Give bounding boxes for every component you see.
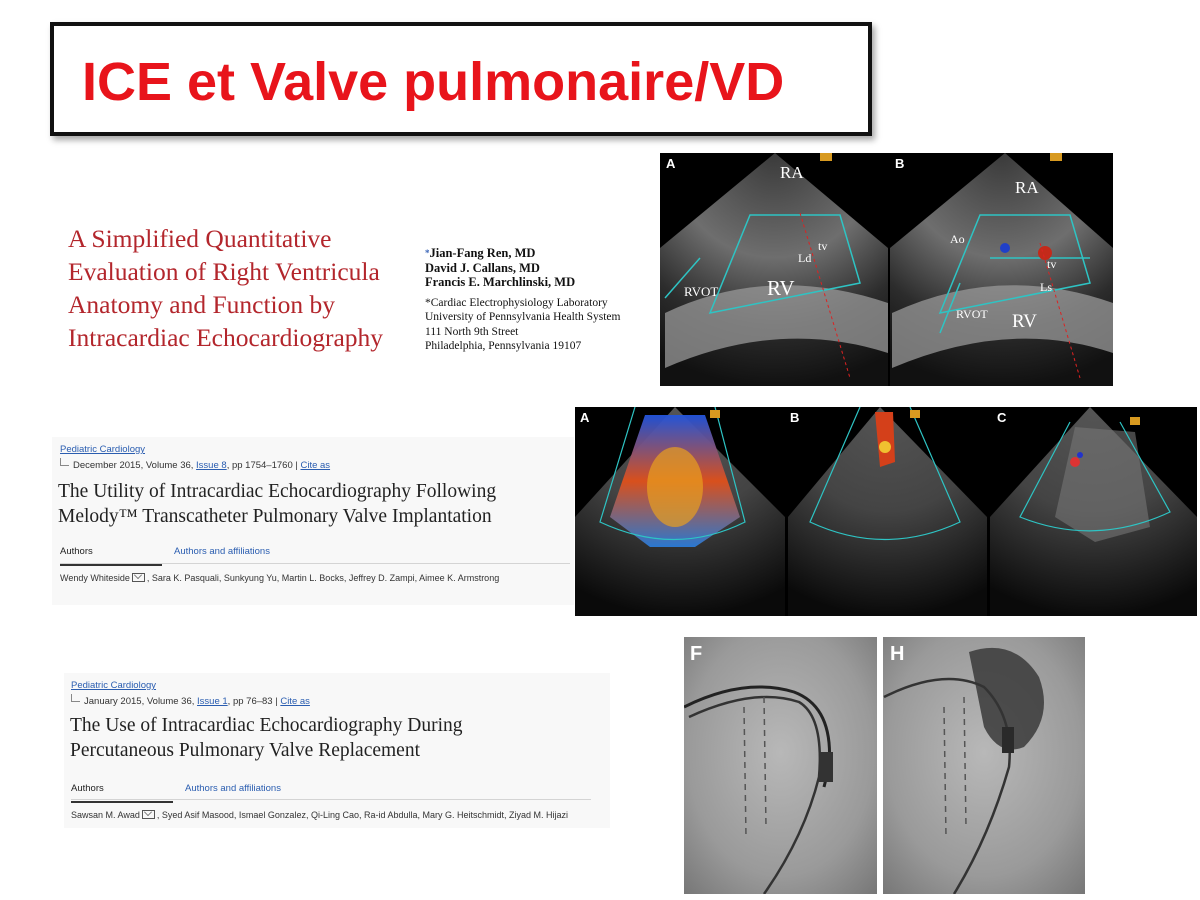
title-box <box>50 22 872 136</box>
panel-label-f: F <box>690 643 703 665</box>
authors-tab[interactable]: Authors <box>71 783 173 803</box>
issue-link[interactable]: Issue 8 <box>196 460 227 471</box>
paper2-meta <box>60 458 330 471</box>
email-icon[interactable] <box>142 810 155 819</box>
journal-link[interactable]: Pediatric Cardiology <box>60 444 146 455</box>
label-rvot: RVOT <box>956 307 988 321</box>
email-icon[interactable] <box>132 573 145 582</box>
affiliation-line: 111 North 9th Street <box>425 325 519 338</box>
cite-link[interactable]: Cite as <box>300 460 331 471</box>
label-ra: RA <box>1015 178 1039 197</box>
divider <box>71 799 591 800</box>
label-ls: Ls <box>1040 280 1052 294</box>
authors-tab[interactable]: Authors <box>60 546 162 566</box>
author-name: Jian-Fang Ren, MD <box>429 246 536 260</box>
paper1-author: Francis E. Marchlinski, MD <box>425 275 576 289</box>
paper1-title-line: Evaluation of Right Ventricula <box>68 257 380 286</box>
first-author[interactable]: Sawsan M. Awad <box>71 810 140 820</box>
panel-label-c: C <box>997 410 1007 425</box>
panel-label-h: H <box>890 643 905 665</box>
paper1-title-line: A Simplified Quantitative <box>68 224 332 253</box>
other-authors: , Syed Asif Masood, Ismael Gonzalez, Qi-Ling Cao, Ra-id Abdulla, Mary G. Heitschmidt, Ziyad M. Hijazi <box>156 810 569 820</box>
paper1-author: David J. Callans, MD <box>425 260 540 275</box>
paper3-meta <box>71 694 310 707</box>
first-author[interactable]: Wendy Whiteside <box>60 573 130 583</box>
affiliations-tab[interactable]: Authors and affiliations <box>185 783 281 794</box>
issue-link[interactable]: Issue 1 <box>197 696 228 707</box>
paper2-authors <box>60 573 499 583</box>
paper1-title <box>68 222 410 357</box>
paper1-affiliation <box>425 296 640 354</box>
slide-title: ICE et Valve pulmonaire/VD <box>82 52 785 112</box>
paper2-title <box>58 479 496 529</box>
affiliation-line: University of Pennsylvania Health System <box>425 311 621 323</box>
echo-image-1 <box>660 153 1113 386</box>
paper2-card <box>52 437 574 605</box>
echo-image-1-drawing <box>660 153 1113 386</box>
other-authors: , Sara K. Pasquali, Sunkyung Yu, Martin L. Bocks, Jeffrey D. Zampi, Aimee K. Armstrong <box>146 573 500 583</box>
echo-image-2 <box>575 407 1197 616</box>
paper3-title-line: The Use of Intracardiac Echocardiography During <box>70 715 463 736</box>
author-marker: * <box>425 248 430 258</box>
panel-label-b: B <box>895 156 905 171</box>
paper1-author <box>425 246 640 261</box>
paper2-title-line: The Utility of Intracardiac Echocardiography Following <box>58 481 497 502</box>
label-ld: Ld <box>798 251 812 265</box>
label-rv: RV <box>767 276 795 300</box>
panel-label-a: A <box>666 156 676 171</box>
panel-label-b: B <box>790 410 800 425</box>
label-rv: RV <box>1012 311 1037 332</box>
panel-label-a: A <box>580 410 590 425</box>
fluoro-image-drawing <box>684 637 1085 894</box>
echo-image-2-drawing <box>575 407 1197 616</box>
cite-link[interactable]: Cite as <box>280 696 310 707</box>
affiliations-tab[interactable]: Authors and affiliations <box>174 546 270 557</box>
label-ra: RA <box>780 163 804 182</box>
label-tv: tv <box>1047 257 1057 271</box>
journal-link[interactable]: Pediatric Cardiology <box>71 680 157 691</box>
corner-icon <box>71 694 80 702</box>
paper3-authors <box>71 810 568 820</box>
date-volume: December 2015, Volume 36, <box>73 460 194 471</box>
label-ao: Ao <box>950 232 965 246</box>
fluoro-image <box>684 637 1085 894</box>
pages: , pp 76–83 | <box>227 696 278 707</box>
paper1-authors <box>425 246 640 354</box>
paper2-title-line: Melody™ Transcatheter Pulmonary Valve Implantation <box>58 506 492 527</box>
affiliation-line: *Cardiac Electrophysiology Laboratory <box>425 296 608 309</box>
label-tv: tv <box>818 239 828 253</box>
affiliation-line: Philadelphia, Pennsylvania 19107 <box>425 340 582 352</box>
paper3-title <box>70 713 463 763</box>
paper3-card <box>64 673 610 828</box>
paper3-title-line: Percutaneous Pulmonary Valve Replacement <box>70 740 421 761</box>
paper1-title-line: Anatomy and Function by <box>68 290 336 319</box>
corner-icon <box>60 458 69 466</box>
label-rvot: RVOT <box>684 284 719 299</box>
pages: , pp 1754–1760 | <box>226 460 298 471</box>
date-volume: January 2015, Volume 36, <box>84 696 195 707</box>
divider <box>60 563 570 564</box>
paper1-title-line: Intracardiac Echocardiography <box>68 323 384 352</box>
paper3-tabs <box>71 783 281 803</box>
